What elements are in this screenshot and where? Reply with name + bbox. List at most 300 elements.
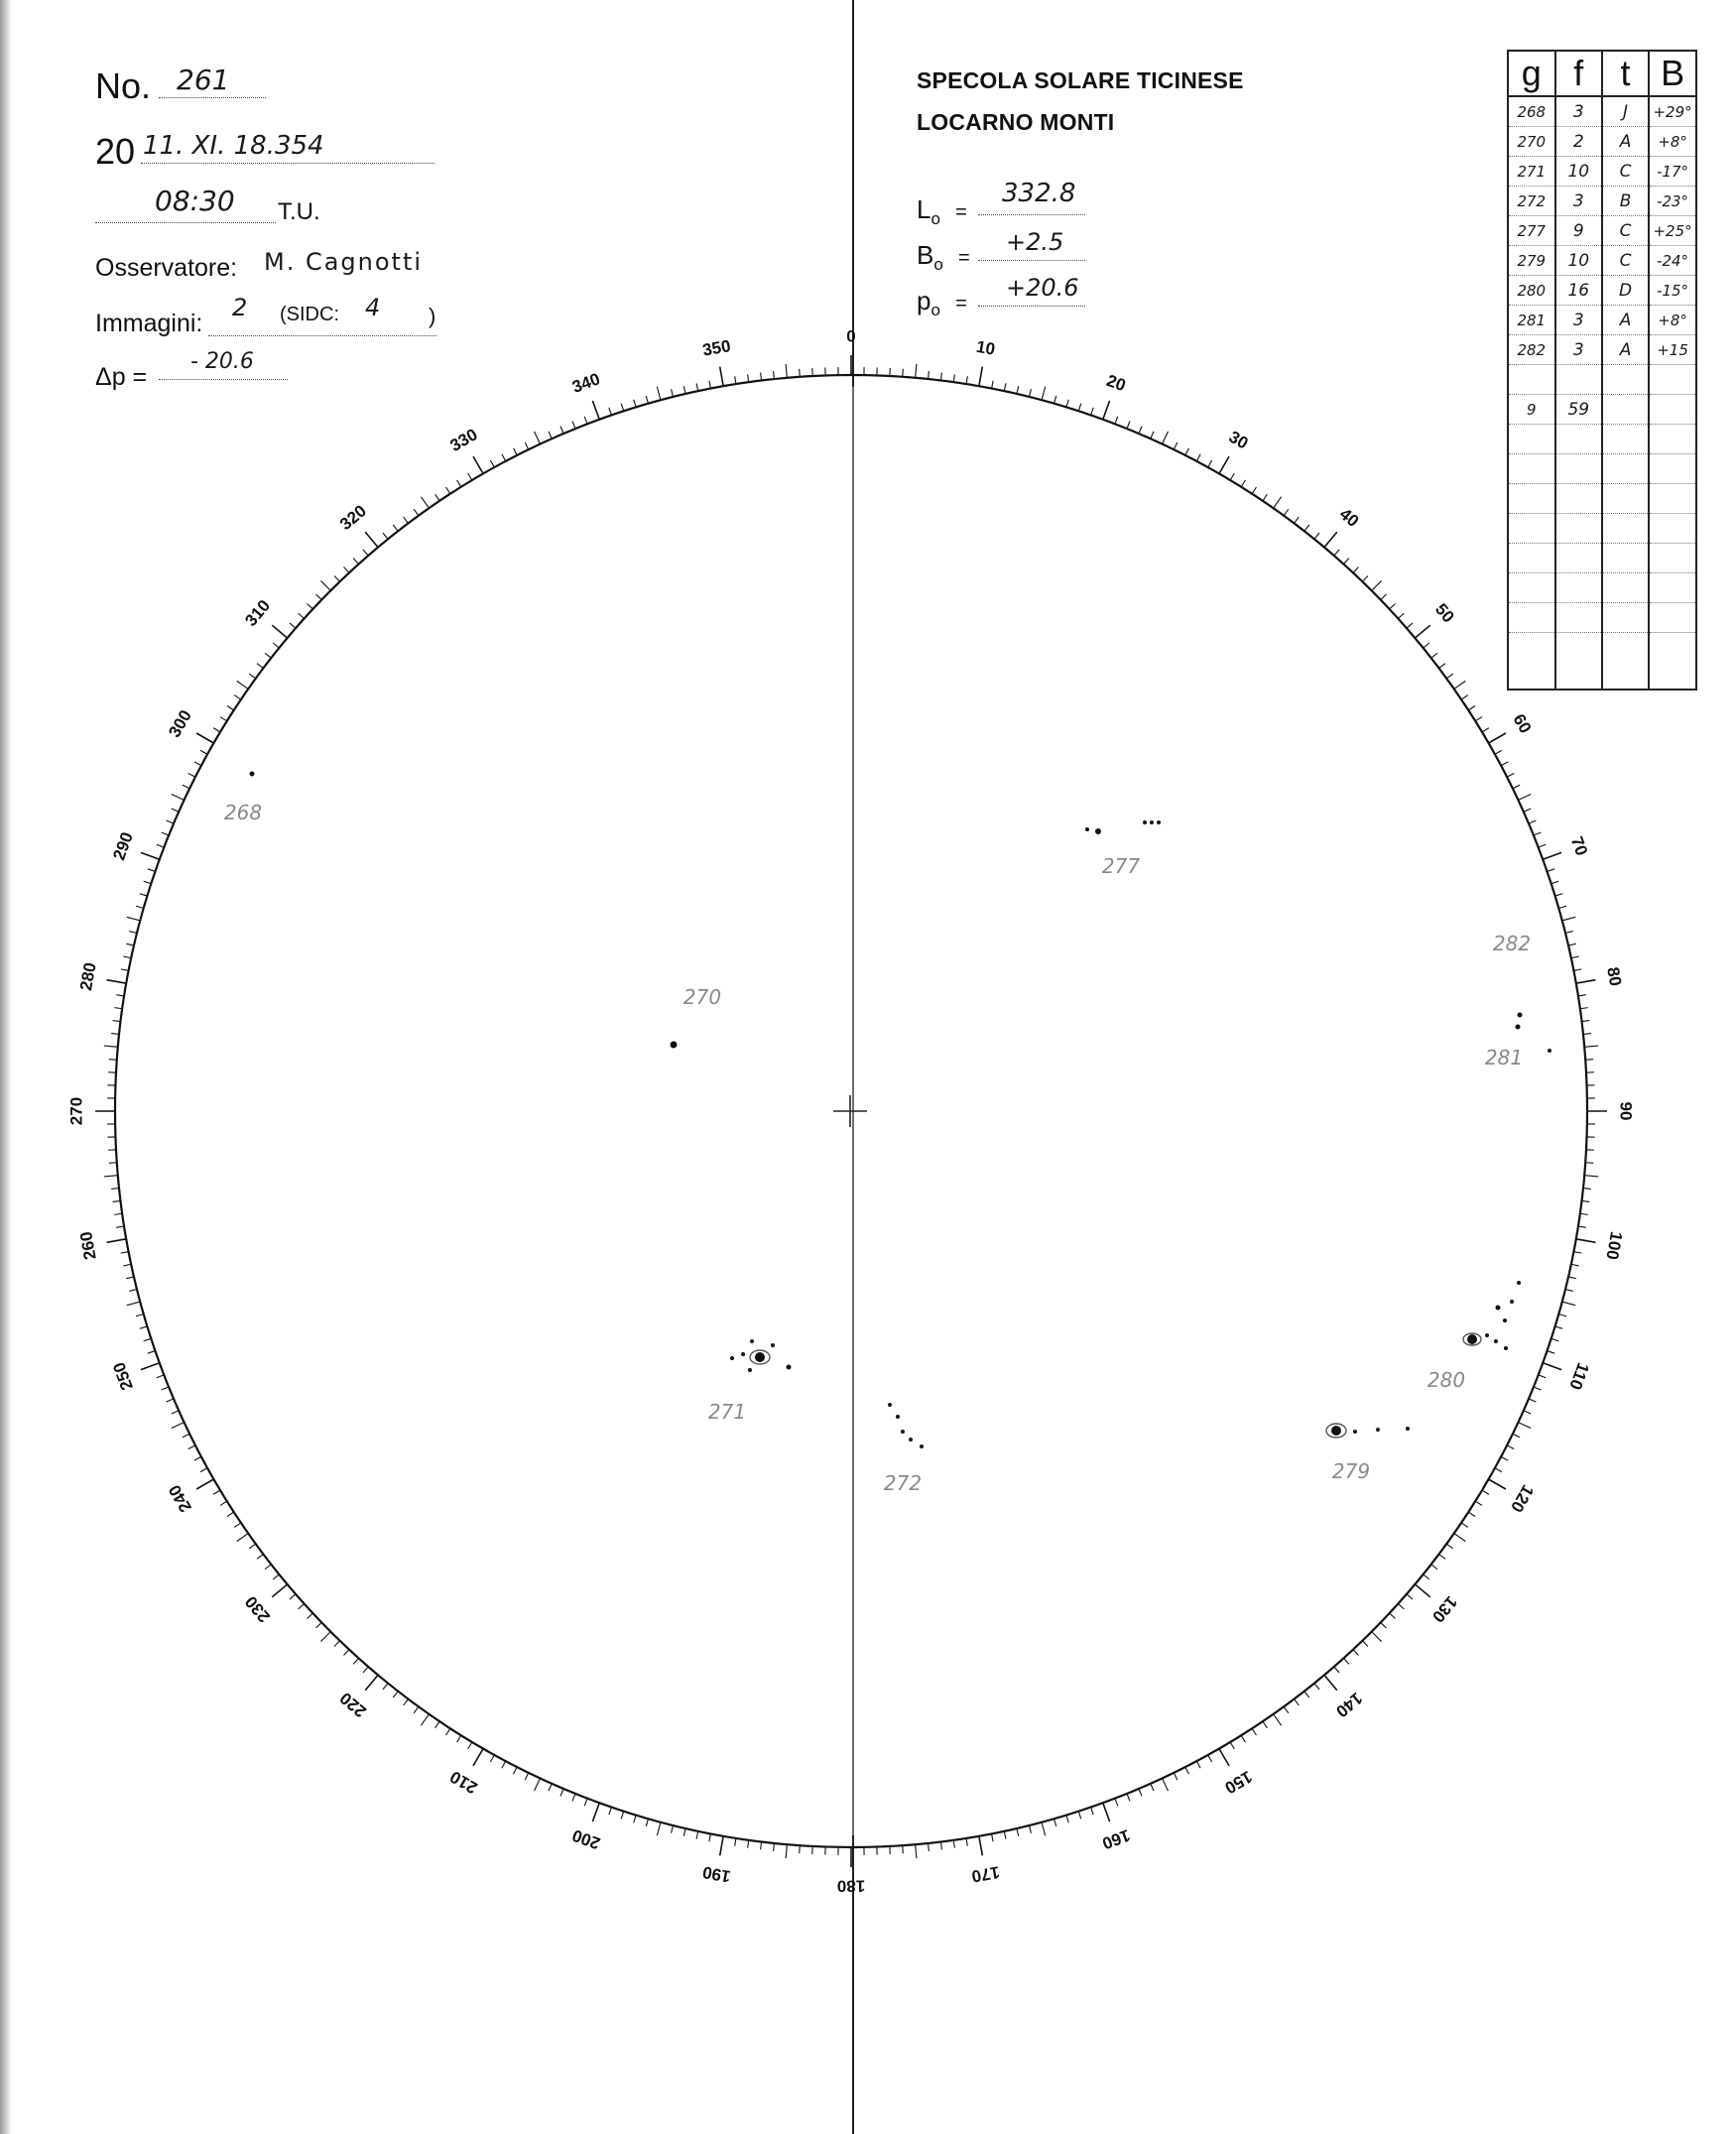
degree-tick xyxy=(1163,1778,1169,1791)
degree-tick xyxy=(344,566,349,572)
degree-tick xyxy=(1174,442,1178,449)
degree-tick xyxy=(126,1277,134,1279)
table-row xyxy=(1508,395,1696,425)
degree-tick xyxy=(953,374,954,382)
degree-tick xyxy=(735,1838,736,1846)
table-cell xyxy=(1649,484,1696,514)
degree-tick xyxy=(683,1828,685,1836)
degree-tick xyxy=(1343,559,1348,565)
table-row xyxy=(1508,544,1696,573)
degree-tick xyxy=(916,364,917,378)
degree-tick xyxy=(1578,1226,1586,1227)
degree-tick xyxy=(1573,969,1581,971)
sunspot-mark xyxy=(787,1365,792,1370)
degree-tick xyxy=(979,367,982,387)
degree-tick xyxy=(1314,533,1319,539)
degree-tick xyxy=(786,364,787,378)
table-cell xyxy=(1649,544,1696,573)
degree-label: 170 xyxy=(970,1862,1002,1886)
degree-tick xyxy=(200,750,207,754)
degree-tick xyxy=(1548,869,1555,872)
degree-tick xyxy=(1185,1767,1189,1774)
degree-tick xyxy=(1581,1021,1589,1022)
degree-tick xyxy=(929,371,930,379)
table-cell: 268 xyxy=(1508,96,1555,127)
table-cell: C xyxy=(1602,216,1649,246)
degree-tick xyxy=(1066,1816,1068,1823)
degree-tick xyxy=(113,1021,121,1022)
table-row xyxy=(1508,335,1696,365)
sunspot-mark xyxy=(901,1430,905,1434)
degree-tick xyxy=(1362,1641,1368,1647)
degree-tick xyxy=(1558,906,1566,908)
degree-tick xyxy=(1446,674,1452,679)
table-row xyxy=(1508,276,1696,306)
group-label-277: 277 xyxy=(1101,854,1141,878)
table-cell: 277 xyxy=(1508,216,1555,246)
degree-tick xyxy=(109,1163,117,1164)
degree-tick xyxy=(1230,473,1234,480)
degree-tick xyxy=(1489,733,1506,743)
degree-tick xyxy=(1381,1622,1387,1628)
degree-tick xyxy=(1543,1363,1561,1370)
degree-tick xyxy=(1543,852,1561,859)
degree-tick xyxy=(468,1742,472,1749)
sunspot-mark xyxy=(920,1444,924,1448)
po-subscript: o xyxy=(930,301,940,320)
degree-tick xyxy=(172,1423,185,1429)
time-value: 08:30 xyxy=(155,185,235,217)
bo-value: +2.5 xyxy=(1006,228,1064,256)
degree-tick xyxy=(1580,1008,1588,1009)
table-cell xyxy=(1602,365,1649,395)
degree-tick xyxy=(535,432,541,444)
degree-tick xyxy=(1304,1692,1309,1697)
degree-tick xyxy=(525,1773,529,1780)
degree-label: 60 xyxy=(1509,710,1536,737)
degree-tick xyxy=(365,1675,378,1690)
degree-tick xyxy=(609,1808,612,1816)
table-cell: 16 xyxy=(1555,276,1602,306)
group-label-271: 271 xyxy=(707,1400,747,1424)
degree-tick xyxy=(720,1836,723,1856)
degree-tick xyxy=(903,369,904,377)
degree-tick xyxy=(320,580,330,590)
table-cell: 280 xyxy=(1508,276,1555,306)
table-cell xyxy=(1602,395,1649,425)
degree-tick xyxy=(1174,1773,1178,1780)
degree-tick xyxy=(1424,643,1429,648)
table-cell: J xyxy=(1602,96,1649,127)
degree-tick xyxy=(1415,625,1429,638)
degree-tick xyxy=(634,1816,636,1823)
date-value: 11. XI. 18.354 xyxy=(143,131,324,161)
degree-tick xyxy=(979,1836,982,1856)
sunspot-mark xyxy=(1150,820,1154,824)
degree-tick xyxy=(127,917,141,921)
table-cell: A xyxy=(1602,335,1649,365)
degree-tick xyxy=(1578,995,1586,996)
degree-tick xyxy=(104,1176,118,1177)
table-cell: 3 xyxy=(1555,187,1602,216)
lo-equals: = xyxy=(955,201,967,223)
degree-tick xyxy=(1524,809,1531,812)
degree-tick xyxy=(1583,1189,1591,1190)
degree-tick xyxy=(735,376,736,384)
delta-p-value: - 20.6 xyxy=(190,349,254,374)
header-f: f xyxy=(1555,51,1602,96)
degree-tick xyxy=(525,442,529,449)
degree-label: 240 xyxy=(165,1481,195,1516)
degree-tick xyxy=(1324,532,1337,547)
degree-tick xyxy=(107,980,127,983)
degree-tick xyxy=(1284,1706,1289,1712)
degree-tick xyxy=(1454,1534,1465,1542)
degree-tick xyxy=(227,1512,234,1516)
table-row xyxy=(1508,573,1696,603)
degree-tick xyxy=(167,820,174,823)
header-t: t xyxy=(1602,51,1649,96)
degree-tick xyxy=(220,717,227,721)
degree-label: 110 xyxy=(1565,1359,1593,1393)
degree-tick xyxy=(761,373,762,381)
degree-tick xyxy=(393,1692,398,1697)
degree-tick xyxy=(1353,1650,1358,1656)
degree-tick xyxy=(572,422,575,429)
degree-tick xyxy=(1017,386,1019,394)
degree-tick xyxy=(584,1799,587,1806)
degree-tick xyxy=(490,460,494,467)
sunspot-mark xyxy=(1517,1281,1521,1285)
degree-tick xyxy=(1584,1046,1598,1047)
degree-tick xyxy=(435,1721,439,1728)
degree-tick xyxy=(1571,956,1579,958)
degree-tick xyxy=(1585,1060,1593,1061)
table-cell xyxy=(1649,395,1696,425)
table-cell: 3 xyxy=(1555,306,1602,335)
degree-tick xyxy=(1042,1822,1046,1836)
table-cell xyxy=(1649,425,1696,454)
degree-tick xyxy=(1343,1658,1348,1664)
degree-tick xyxy=(1263,1721,1267,1728)
degree-tick xyxy=(584,417,587,424)
degree-tick xyxy=(1362,575,1368,581)
table-cell: 3 xyxy=(1555,335,1602,365)
table-cell: 9 xyxy=(1555,216,1602,246)
degree-tick xyxy=(696,383,698,391)
degree-tick xyxy=(148,869,156,872)
degree-tick xyxy=(299,613,305,618)
date-prefix: 20 xyxy=(95,131,136,172)
table-cell: +25° xyxy=(1649,216,1696,246)
degree-tick xyxy=(1163,432,1169,444)
degree-label: 250 xyxy=(109,1359,137,1393)
degree-tick xyxy=(104,1046,118,1047)
degree-label: 70 xyxy=(1566,833,1592,859)
degree-tick xyxy=(800,369,801,377)
degree-label: 80 xyxy=(1603,965,1626,988)
degree-tick xyxy=(1562,917,1576,921)
degree-tick xyxy=(1241,480,1245,487)
degree-tick xyxy=(1489,1479,1506,1489)
sunspot-groups-table xyxy=(1507,50,1697,690)
degree-tick xyxy=(194,1456,201,1460)
degree-tick xyxy=(1583,1034,1591,1035)
degree-tick xyxy=(1431,653,1437,658)
degree-tick xyxy=(1446,1544,1452,1549)
degree-tick xyxy=(1196,454,1200,461)
degree-label: 190 xyxy=(700,1862,732,1886)
table-cell xyxy=(1508,603,1555,633)
degree-tick xyxy=(1576,980,1596,983)
sunspot-mark xyxy=(250,772,255,777)
degree-tick xyxy=(344,1650,349,1656)
degree-tick xyxy=(1407,1594,1413,1599)
sunspot-mark xyxy=(750,1339,754,1343)
degree-tick xyxy=(290,623,296,628)
sunspot-mark xyxy=(1095,828,1101,834)
degree-tick xyxy=(172,1411,179,1414)
table-cell xyxy=(1649,365,1696,395)
degree-tick xyxy=(609,408,612,416)
degree-tick xyxy=(446,487,450,494)
degree-tick xyxy=(265,653,271,658)
degree-tick xyxy=(1295,1699,1300,1705)
table-cell xyxy=(1508,573,1555,603)
degree-tick xyxy=(1407,623,1413,628)
degree-tick xyxy=(1208,460,1212,467)
degree-tick xyxy=(249,1544,255,1549)
table-cell xyxy=(1555,365,1602,395)
center-cross xyxy=(833,1095,867,1127)
table-cell xyxy=(1555,633,1602,690)
degree-tick xyxy=(353,559,358,565)
degree-tick xyxy=(1353,566,1358,572)
degree-tick xyxy=(657,1822,661,1836)
degree-tick xyxy=(320,1632,330,1642)
po-symbol: p xyxy=(917,286,931,315)
table-cell xyxy=(1508,365,1555,395)
table-row xyxy=(1508,216,1696,246)
sunspot-mark xyxy=(1503,1318,1507,1322)
degree-tick xyxy=(1078,1812,1080,1820)
degree-tick xyxy=(353,1658,358,1664)
degree-tick xyxy=(1054,396,1056,404)
degree-tick xyxy=(592,401,599,420)
sunspot-mark xyxy=(1467,1334,1477,1344)
degree-tick xyxy=(646,1819,648,1826)
degree-tick xyxy=(1529,820,1536,823)
table-cell xyxy=(1508,514,1555,544)
degree-tick xyxy=(1507,1445,1514,1449)
lo-symbol: L xyxy=(917,194,931,224)
degree-tick xyxy=(194,762,201,766)
degree-tick xyxy=(473,1749,483,1766)
degree-tick xyxy=(1054,1819,1056,1826)
header-b: B xyxy=(1649,51,1696,96)
table-cell xyxy=(1555,484,1602,514)
degree-tick xyxy=(1314,1684,1319,1690)
degree-tick xyxy=(113,1200,121,1201)
degree-tick xyxy=(1495,1468,1502,1472)
degree-tick xyxy=(234,695,241,699)
bo-subscript: o xyxy=(933,255,943,275)
table-cell xyxy=(1602,514,1649,544)
degree-tick xyxy=(107,1239,127,1242)
degree-tick xyxy=(1004,1831,1006,1839)
degree-tick xyxy=(183,785,189,789)
table-cell: 2 xyxy=(1555,127,1602,157)
degree-tick xyxy=(446,1728,450,1735)
degree-tick xyxy=(1334,550,1339,556)
degree-tick xyxy=(1539,1375,1546,1378)
degree-tick xyxy=(1475,717,1482,721)
degree-tick xyxy=(227,706,234,710)
header-g: g xyxy=(1508,51,1555,96)
degree-label: 120 xyxy=(1507,1481,1538,1516)
group-label-280: 280 xyxy=(1426,1368,1466,1392)
degree-tick xyxy=(435,494,439,501)
table-cell xyxy=(1602,603,1649,633)
degree-tick xyxy=(414,1706,419,1712)
degree-label: 200 xyxy=(569,1825,603,1853)
degree-tick xyxy=(1381,594,1387,600)
degree-tick xyxy=(1304,525,1309,531)
degree-tick xyxy=(121,969,129,971)
table-cell: -17° xyxy=(1649,157,1696,187)
degree-label: 10 xyxy=(974,336,997,359)
degree-tick xyxy=(1529,1399,1536,1402)
table-row xyxy=(1508,246,1696,276)
degree-tick xyxy=(1139,1789,1142,1796)
po-equals: = xyxy=(955,293,967,314)
degree-tick xyxy=(774,1843,775,1851)
degree-tick xyxy=(1576,1239,1596,1242)
table-cell: +15 xyxy=(1649,335,1696,365)
degree-tick xyxy=(315,1622,321,1628)
degree-tick xyxy=(237,681,248,689)
degree-tick xyxy=(748,1840,749,1848)
degree-label: 290 xyxy=(109,829,137,863)
degree-tick xyxy=(1103,1803,1110,1821)
degree-tick xyxy=(1091,408,1094,416)
degree-tick xyxy=(800,1845,801,1853)
sidc-label: (SIDC: xyxy=(280,304,339,325)
degree-tick xyxy=(196,733,213,743)
degree-tick xyxy=(621,1812,623,1820)
degree-tick xyxy=(940,1841,941,1849)
degree-tick xyxy=(1580,1213,1588,1214)
degree-tick xyxy=(490,1755,494,1762)
degree-tick xyxy=(535,1778,541,1791)
table-cell: 282 xyxy=(1508,335,1555,365)
degree-tick xyxy=(272,1584,287,1597)
degree-tick xyxy=(383,533,388,539)
degree-tick xyxy=(172,809,179,812)
table-cell: A xyxy=(1602,127,1649,157)
sunspot-mark xyxy=(1143,820,1147,824)
degree-tick xyxy=(457,480,461,487)
bo-equals: = xyxy=(958,247,970,269)
sunspot-mark xyxy=(1510,1300,1514,1304)
group-label-281: 281 xyxy=(1484,1046,1524,1069)
degree-tick xyxy=(1548,1351,1555,1354)
degree-label: 90 xyxy=(1616,1101,1636,1121)
group-label-279: 279 xyxy=(1331,1459,1371,1483)
degree-tick xyxy=(1334,1667,1339,1673)
table-header-row xyxy=(1508,51,1696,96)
degree-tick xyxy=(1219,456,1229,473)
table-row xyxy=(1508,157,1696,187)
table-row xyxy=(1508,603,1696,633)
observer-value: M. Cagnotti xyxy=(264,248,424,276)
table-row xyxy=(1508,484,1696,514)
degree-tick xyxy=(1042,387,1046,401)
degree-tick xyxy=(414,509,419,515)
degree-tick xyxy=(1390,1613,1396,1618)
degree-tick xyxy=(121,1252,129,1254)
degree-tick xyxy=(992,1833,994,1841)
degree-tick xyxy=(468,473,472,480)
degree-tick xyxy=(549,1784,552,1791)
degree-tick xyxy=(114,1213,122,1214)
table-cell xyxy=(1508,425,1555,454)
degree-tick xyxy=(1115,417,1118,424)
sunspot-mark xyxy=(1518,1013,1523,1018)
degree-tick xyxy=(1495,750,1502,754)
degree-tick xyxy=(334,1641,340,1647)
degree-tick xyxy=(502,1761,506,1768)
degree-tick xyxy=(514,448,518,455)
degree-tick xyxy=(172,795,185,801)
degree-tick xyxy=(683,386,685,394)
degree-tick xyxy=(1562,1302,1576,1306)
degree-label: 160 xyxy=(1099,1825,1133,1853)
sunspot-mark xyxy=(1406,1427,1410,1431)
degree-tick xyxy=(273,1574,279,1579)
table-cell xyxy=(1649,514,1696,544)
degree-tick xyxy=(1103,401,1110,420)
table-row xyxy=(1508,425,1696,454)
degree-tick xyxy=(157,844,164,847)
sunspot-mark xyxy=(896,1415,900,1419)
observatory-location: LOCARNO MONTI xyxy=(917,109,1115,135)
table-cell xyxy=(1508,484,1555,514)
group-label-272: 272 xyxy=(883,1471,923,1495)
degree-tick xyxy=(1274,497,1282,508)
degree-tick xyxy=(363,550,368,556)
lo-value: 332.8 xyxy=(1002,179,1076,208)
sunspot-mark xyxy=(1331,1426,1341,1436)
degree-tick xyxy=(1555,894,1563,896)
observer-label: Osservatore: xyxy=(95,254,238,282)
table-cell: 279 xyxy=(1508,246,1555,276)
table-cell xyxy=(1602,454,1649,484)
degree-label: 30 xyxy=(1225,427,1252,453)
degree-tick xyxy=(457,1735,461,1742)
table-cell: 3 xyxy=(1555,96,1602,127)
degree-tick xyxy=(144,1338,152,1340)
table-cell: -15° xyxy=(1649,276,1696,306)
degree-tick xyxy=(1139,427,1142,434)
table-cell xyxy=(1508,454,1555,484)
degree-tick xyxy=(1324,1675,1337,1690)
table-cell: -24° xyxy=(1649,246,1696,276)
sunspot-mark xyxy=(771,1343,775,1347)
degree-tick xyxy=(1461,1523,1468,1527)
degree-tick xyxy=(136,1315,144,1317)
degree-label: 210 xyxy=(446,1767,481,1798)
